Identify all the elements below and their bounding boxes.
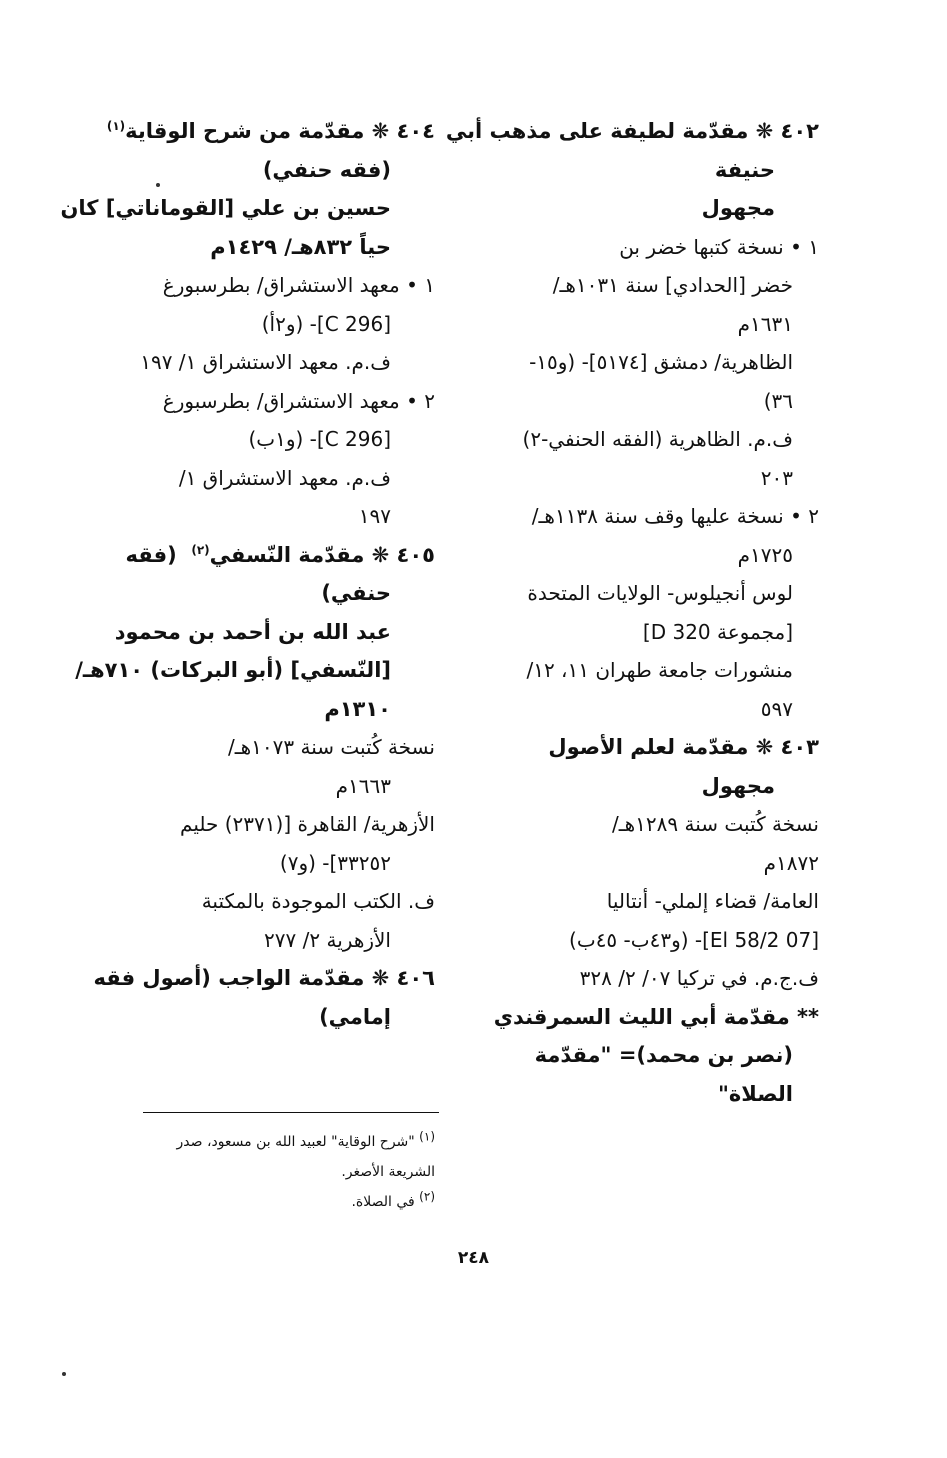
entry-405-author-cont: ١٣١٠م	[324, 696, 391, 721]
entry-404-ms2-catalog: ف.م. معهد الاستشراق ١/	[178, 465, 391, 490]
left-column	[60, 112, 435, 1036]
entry-402-ms2-line: ١٧٢٥م	[737, 542, 793, 567]
entry-405-ms: نسخة كُتبت سنة ١٠٧٣هـ/	[228, 735, 435, 759]
footnote-2-mark: (٢)	[419, 1189, 435, 1204]
entry-402-ms1-location-cont: ٣٦)	[763, 388, 793, 413]
entry-402-ms2-location-cont: [مجموعة D 320]	[642, 619, 793, 644]
entry-403-location: العامة/ قضاء إلملي- أنتاليا	[606, 889, 819, 913]
entry-402-ms2-location: لوس أنجيلوس- الولايات المتحدة	[527, 581, 793, 605]
footnote-ref-1: (١)	[106, 119, 126, 133]
entry-404-title: ٤٠٤ ❋ مقدّمة من شرح الوقاية	[125, 119, 435, 143]
entry-402-ms1-line: ١٦٣١م	[737, 311, 793, 336]
entry-404-ms1: ١ • معهد الاستشراق/ بطرسبورغ	[162, 273, 435, 297]
entry-403-catalog: ف.ج.م. في تركيا ٠٧/ ٢/ ٣٢٨	[579, 966, 819, 990]
entry-403-ms: نسخة كُتبت سنة ١٢٨٩هـ/	[612, 812, 819, 836]
entry-404-ms2: ٢ • معهد الاستشراق/ بطرسبورغ	[162, 388, 435, 413]
entry-404-ms1-catalog: ف.م. معهد الاستشراق ١/ ١٩٧	[140, 350, 391, 374]
cross-reference-cont: الصلاة"	[717, 1081, 793, 1106]
entry-402-ms1: ١ • نسخة كتبها خضر بن	[619, 234, 819, 259]
entry-405-title: ٤٠٥ ❋ مقدّمة النّسفي	[209, 542, 435, 567]
cross-reference-cont: (نصر بن محمد)= "مقدّمة	[534, 1043, 793, 1067]
entry-403-author: مجهول	[701, 773, 775, 798]
footnote-1-mark: (١)	[419, 1129, 435, 1144]
entry-405-location: الأزهرية/ القاهرة [(٢٣٧١) حليم	[180, 812, 435, 836]
entry-402-ms1-catalog: ف.م. الظاهرية (الفقه الحنفي-٢)	[522, 427, 793, 451]
entry-402-ms1-line: خضر [الحدادي] سنة ١٠٣١هـ/	[552, 273, 793, 297]
entry-405-heading	[107, 536, 435, 575]
entry-404-heading	[107, 112, 435, 151]
entry-404-ms1-line: [C 296]- (و٢أ)	[261, 311, 391, 336]
scan-speck	[62, 1372, 66, 1376]
entry-402-ms1-catalog-cont: ٢٠٣	[760, 465, 793, 490]
cross-reference: ** مقدّمة أبي الليث السمرقندي	[493, 1004, 819, 1029]
entry-403-ms-line: ١٨٧٢م	[763, 850, 819, 875]
footnote-2-text: في الصلاة.	[351, 1194, 415, 1210]
entry-406-heading: ٤٠٦ ❋ مقدّمة الواجب (أصول فقه	[93, 966, 435, 990]
entry-402-heading: ٤٠٢ ❋ مقدّمة لطيفة على مذهب أبي	[445, 119, 819, 143]
entry-405-ms-line: ١٦٦٣م	[335, 773, 391, 798]
entry-405-location-cont: ٣٣٢٥٢]- (و٧)	[279, 850, 391, 875]
entry-405-author: عبد الله بن أحمد بن محمود	[114, 619, 391, 644]
entry-402-author: مجهول	[701, 196, 775, 220]
entry-404-author-cont: حياً ٨٣٢هـ/ ١٤٢٩م	[210, 234, 391, 259]
entry-402-ms2-catalog: منشورات جامعة طهران ١١، ١٢/	[526, 658, 793, 682]
entry-405-catalog-cont: الأزهرية ٢/ ٢٧٧	[264, 927, 391, 952]
footnote-1-text: "شرح الوقاية" لعبيد الله بن مسعود، صدر	[176, 1134, 415, 1150]
footnotes	[107, 1127, 435, 1217]
entry-404-subject: (فقه حنفي)	[262, 157, 391, 182]
footnote-1-cont: الشريعة الأصغر.	[341, 1164, 435, 1180]
entry-402-ms2-catalog-cont: ٥٩٧	[760, 696, 793, 721]
page-number: ٢٤٨	[457, 1248, 490, 1268]
footnote-divider	[143, 1112, 439, 1113]
entry-402-ms2: ٢ • نسخة عليها وقف سنة ١١٣٨هـ/	[531, 504, 819, 528]
entry-402-ms1-location: الظاهرية/ دمشق [٥١٧٤]- (و١٥-	[529, 350, 793, 374]
entry-404-author: حسين بن علي [القوماناتي] كان	[60, 196, 391, 220]
entry-402-heading-cont: حنيفة	[714, 157, 775, 182]
entry-405-subject-cont: حنفي)	[321, 581, 391, 605]
entry-405-author-cont: [النّسفي] (أبو البركات) ٧١٠هـ/	[75, 658, 391, 682]
entry-406-heading-cont: إمامي)	[319, 1004, 391, 1029]
entry-403-location-cont: [07 El 58/2]- (و٤٣ب- ٤٥ب)	[569, 927, 819, 952]
entry-405-subject: (فقه	[125, 542, 177, 567]
footnote-ref-2: (٢)	[191, 542, 210, 557]
scan-speck	[156, 183, 160, 187]
entry-405-catalog: ف. الكتب الموجودة بالمكتبة	[201, 889, 435, 913]
entry-403-heading: ٤٠٣ ❋ مقدّمة لعلم الأصول	[548, 735, 819, 759]
footnote-2	[107, 1187, 435, 1217]
entry-404-ms2-line: [C 296]- (و١ب)	[248, 427, 391, 451]
right-column	[445, 112, 819, 1113]
footnote-1	[107, 1127, 435, 1157]
entry-404-ms2-catalog-cont: ١٩٧	[358, 504, 391, 528]
